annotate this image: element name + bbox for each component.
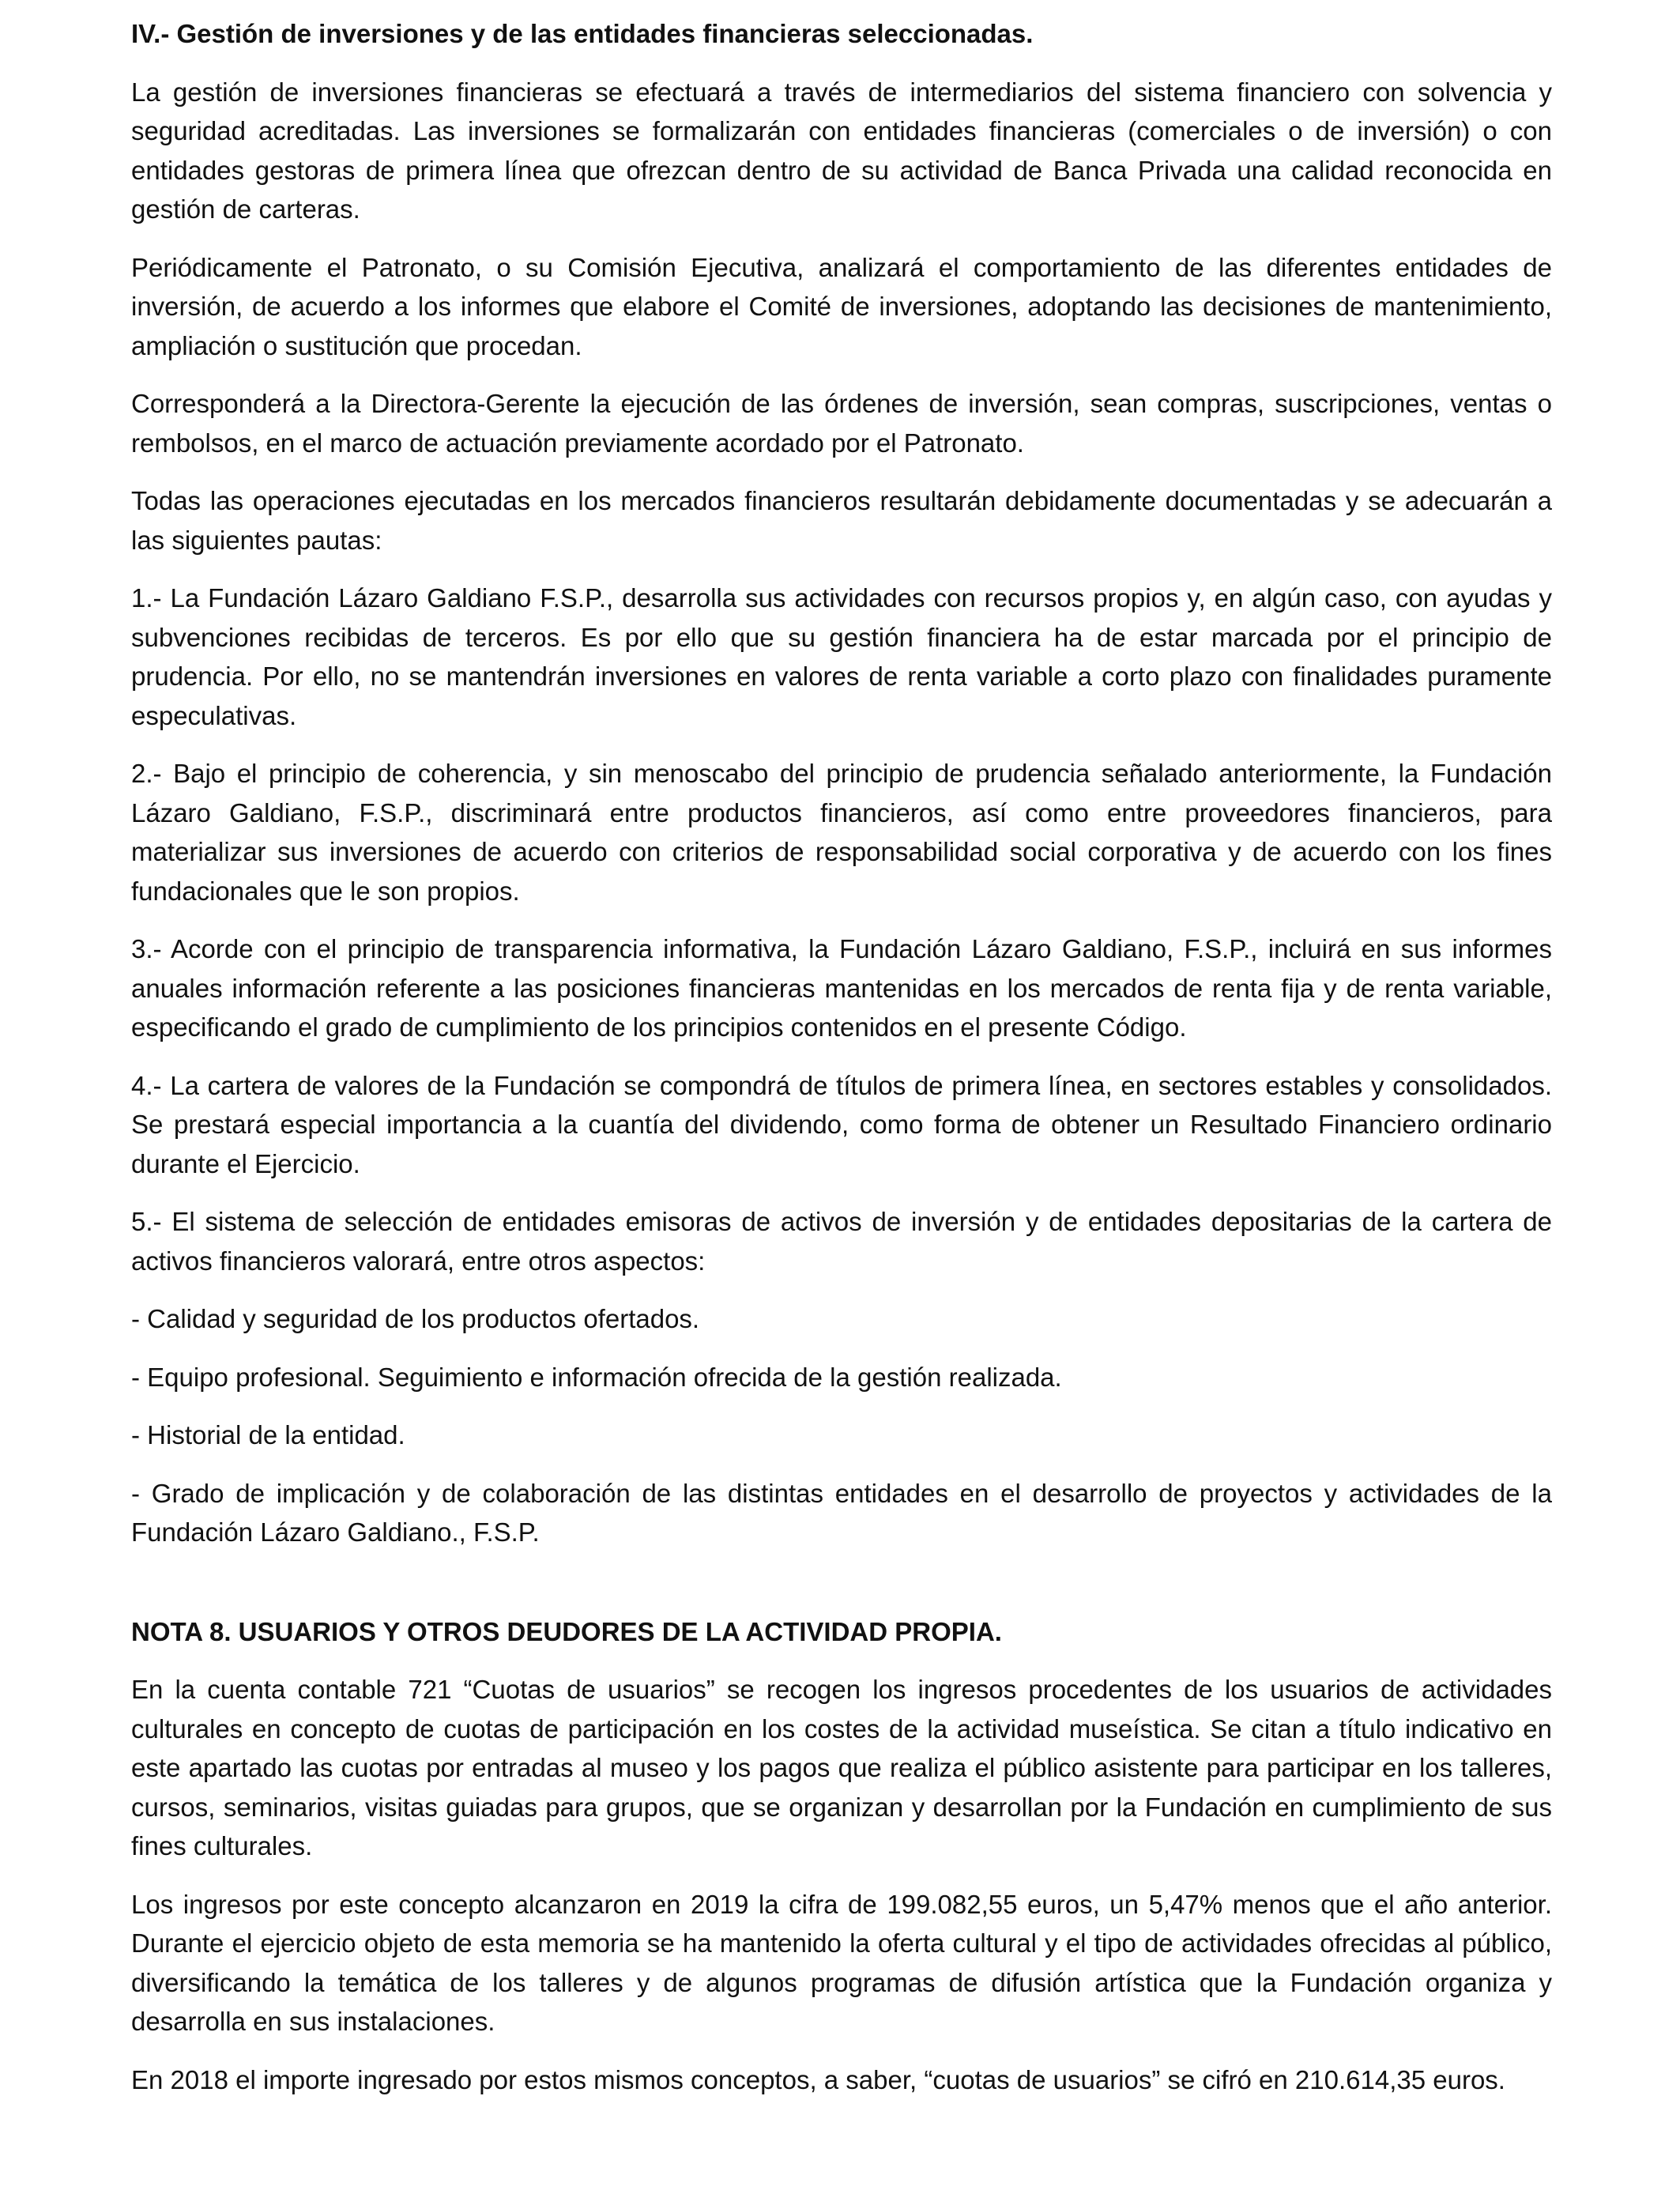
paragraph: Todas las operaciones ejecutadas en los mercados financieros resultarán debidamente documentadas y se adecuarán a las siguientes pautas: (131, 486, 1552, 555)
paragraph: Corresponderá a la Directora-Gerente la ejecución de las órdenes de inversión, sean compras, suscripciones, ventas o rembolsos, en el marco de actuación previamente acordado por el Patronato. (131, 389, 1552, 458)
paragraph: En 2018 el importe ingresado por estos mismos conceptos, a saber, “cuotas de usuarios” se cifró en 210.614,35 euros. (131, 2064, 1505, 2094)
bullet-item: - Equipo profesional. Seguimiento e información ofrecida de la gestión realizada. (131, 1362, 1062, 1392)
numbered-item: 3.- Acorde con el principio de transparencia informativa, la Fundación Lázaro Galdiano, F.S.P., incluirá en sus informes anuales información referente a las posiciones financieras mantenidas en los mercados de renta fija y de renta variable, especificando el grado de cumplimiento de los principios contenidos en el presente Código. (131, 934, 1552, 1042)
document-page (131, 14, 1552, 2118)
section-heading: NOTA 8. USUARIOS Y OTROS DEUDORES DE LA ACTIVIDAD PROPIA. (131, 1616, 1002, 1646)
bullet-item: - Grado de implicación y de colaboración de las distintas entidades en el desarrollo de proyectos y actividades de la Fundación Lázaro Galdiano., F.S.P. (131, 1478, 1552, 1547)
section-iv (131, 14, 1552, 1552)
section-spacer (131, 1571, 1552, 1612)
paragraph: Los ingresos por este concepto alcanzaron en 2019 la cifra de 199.082,55 euros, un 5,47% menos que el año anterior. Durante el ejercicio objeto de esta memoria se ha mantenido la oferta cultural y el tipo de actividades ofrecidas al público, diversificando la temática de los talleres y de algunos programas de difusión artística que la Fundación organiza y desarrolla en sus instalaciones. (131, 1889, 1552, 2036)
bullet-item: - Calidad y seguridad de los productos ofertados. (131, 1304, 700, 1333)
numbered-item: 4.- La cartera de valores de la Fundación se compondrá de títulos de primera línea, en sectores estables y consolidados. Se prestará especial importancia a la cuantía del dividendo, como forma de obtener un Resultado Financiero ordinario durante el Ejercicio. (131, 1070, 1552, 1178)
numbered-item: 1.- La Fundación Lázaro Galdiano F.S.P., desarrolla sus actividades con recursos propios y, en algún caso, con ayudas y subvenciones recibidas de terceros. Es por ello que su gestión financiera ha de estar marcada por el principio de prudencia. Por ello, no se mantendrán inversiones en valores de renta variable a corto plazo con finalidades puramente especulativas. (131, 583, 1552, 730)
numbered-item: 5.- El sistema de selección de entidades emisoras de activos de inversión y de entidades depositarias de la cartera de activos financieros valorará, entre otros aspectos: (131, 1207, 1552, 1276)
section-note-8 (131, 1612, 1552, 2100)
paragraph: En la cuenta contable 721 “Cuotas de usuarios” se recogen los ingresos procedentes de los usuarios de actividades culturales en concepto de cuotas de participación en los costes de la actividad museística. Se citan a título indicativo en este apartado las cuotas por entradas al museo y los pagos que realiza el público asistente para participar en los talleres, cursos, seminarios, visitas guiadas para grupos, que se organizan y desarrollan por la Fundación en cumplimiento de sus fines culturales. (131, 1675, 1552, 1860)
bullet-item: - Historial de la entidad. (131, 1420, 405, 1449)
section-heading: IV.- Gestión de inversiones y de las entidades financieras seleccionadas. (131, 19, 1034, 48)
paragraph: Periódicamente el Patronato, o su Comisión Ejecutiva, analizará el comportamiento de las diferentes entidades de inversión, de acuerdo a los informes que elabore el Comité de inversiones, adoptando las decisiones de mantenimiento, ampliación o sustitución que procedan. (131, 252, 1552, 360)
numbered-item: 2.- Bajo el principio de coherencia, y sin menoscabo del principio de prudencia señalado anteriormente, la Fundación Lázaro Galdiano, F.S.P., discriminará entre productos financieros, así como entre proveedores financieros, para materializar sus inversiones de acuerdo con criterios de responsabilidad social corporativa y de acuerdo con los fines fundacionales que le son propios. (131, 759, 1552, 906)
paragraph: La gestión de inversiones financieras se efectuará a través de intermediarios del sistema financiero con solvencia y seguridad acreditadas. Las inversiones se formalizarán con entidades financieras (comerciales o de inversión) o con entidades gestoras de primera línea que ofrezcan dentro de su actividad de Banca Privada una calidad reconocida en gestión de carteras. (131, 77, 1552, 224)
